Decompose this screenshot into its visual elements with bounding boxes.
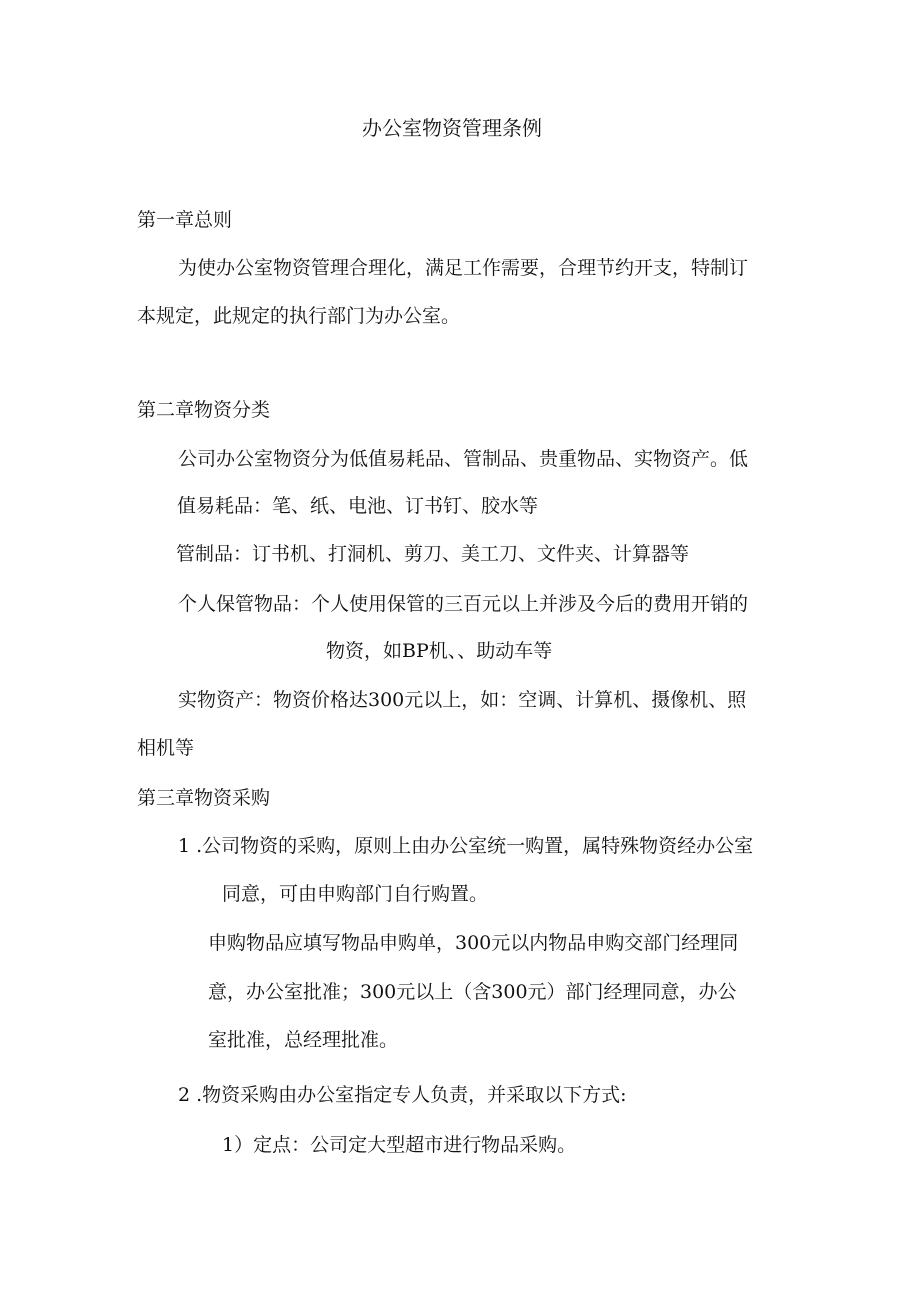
chapter-1-paragraph-line-1: 为使办公室物资管理合理化，满足工作需要，合理节约开支，特制订 (178, 257, 749, 279)
chapter-2-line-4: 个人保管物品：个人使用保管的三百元以上并涉及今后的费用开销的 (178, 593, 749, 615)
chapter-2-line-7: 相机等 (137, 737, 195, 759)
chapter-1-heading: 第一章总则 (137, 209, 233, 231)
chapter-3-item-1-sub-line-3: 室批准，总经理批准。 (208, 1029, 399, 1051)
chapter-1-paragraph-line-2: 本规定，此规定的执行部门为办公室。 (137, 305, 461, 327)
document-title: 办公室物资管理条例 (362, 116, 542, 140)
chapter-2-line-3: 管制品：订书机、打洞机、剪刀、美工刀、文件夹、计算器等 (176, 543, 690, 565)
chapter-3-item-2-sub-1: 1）定点：公司定大型超市进行物品采购。 (222, 1134, 577, 1156)
chapter-3-item-1-line-2: 同意，可由申购部门自行购置。 (222, 883, 489, 905)
chapter-2-heading: 第二章物资分类 (137, 399, 271, 421)
chapter-3-item-1-line-1: 1 .公司物资的采购，原则上由办公室统一购置，属特殊物资经办公室 (178, 835, 754, 857)
chapter-2-line-5: 物资，如BP机、、助动车等 (326, 640, 553, 662)
chapter-2-line-6: 实物资产：物资价格达300元以上，如：空调、计算机、摄像机、照 (178, 689, 747, 711)
chapter-3-heading: 第三章物资采购 (137, 787, 271, 809)
chapter-2-line-1: 公司办公室物资分为低值易耗品、管制品、贵重物品、实物资产。低 (178, 448, 749, 470)
chapter-3-item-1-sub-line-1: 申购物品应填写物品申购单，300元以内物品申购交部门经理同 (208, 932, 739, 954)
chapter-3-item-2-line-1: 2 .物资采购由办公室指定专人负责，并采取以下方式: (178, 1084, 627, 1106)
chapter-3-item-1-sub-line-2: 意，办公室批准；300元以上（含300元）部门经理同意，办公 (208, 981, 737, 1003)
chapter-2-line-2: 值易耗品：笔、纸、电池、订书钉、胶水等 (177, 495, 539, 517)
